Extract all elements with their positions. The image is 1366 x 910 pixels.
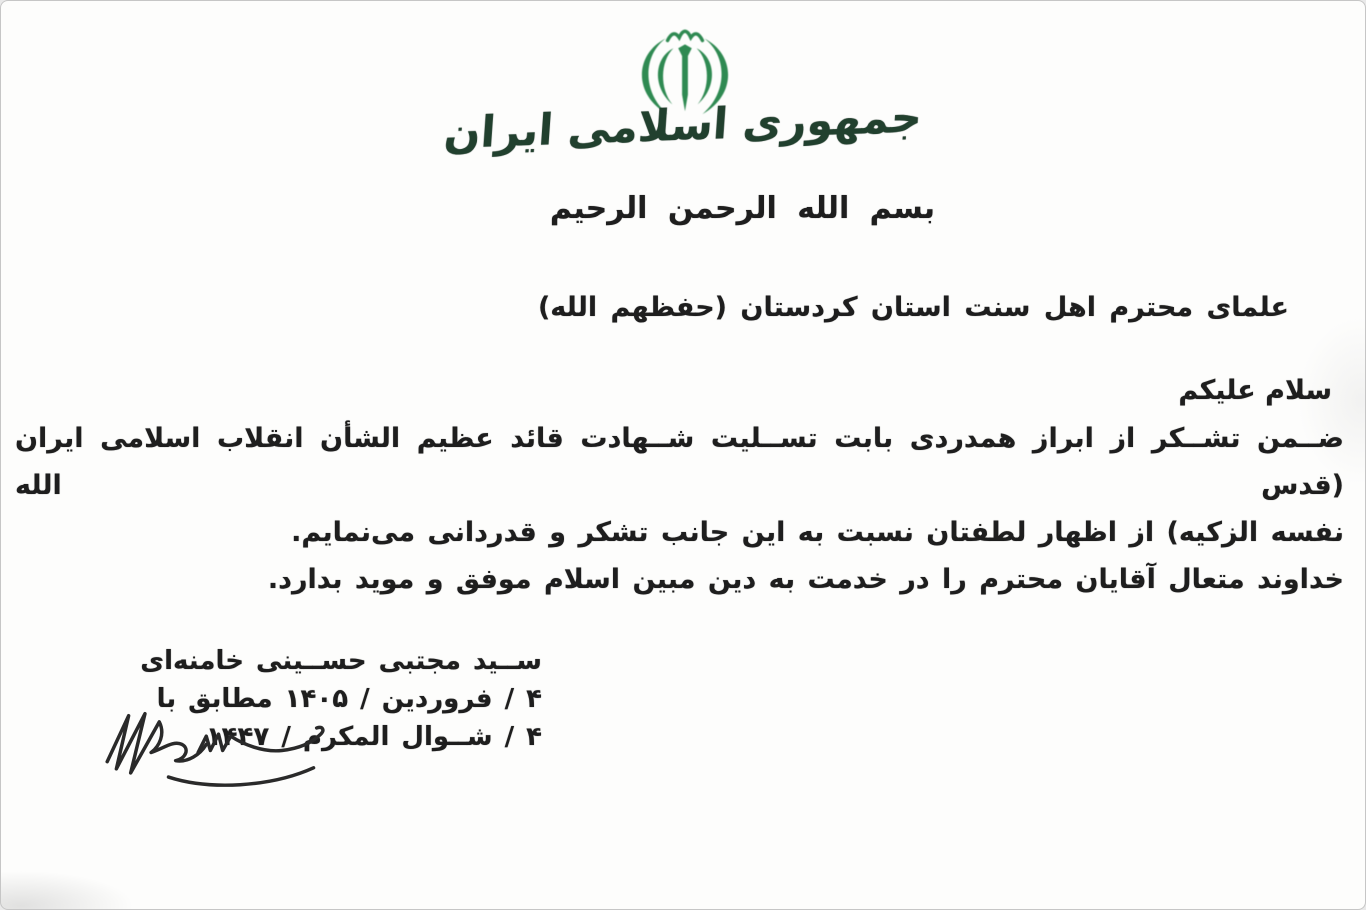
signatory-name: ســید مجتبی حســینی خامنه‌ای xyxy=(140,646,542,676)
body-line-3: خداوند متعال آقایان محترم را در خدمت به دین مبین اسلام موفق و موید بدارد. xyxy=(267,564,1344,595)
signature-date-solar: ۴ / فروردین / ۱۴۰۵ مطابق با xyxy=(156,684,542,714)
body-line-1: ضــمن تشــکر از ابراز همدردی بابت تســلیت شــهادت قائد عظیم الشأن انقلاب اسلامی ایران (قدس الله xyxy=(15,423,1344,501)
addressee-line: علمای محترم اهل سنت استان کردستان (حفظهم الله) xyxy=(537,292,1289,323)
salutation-line: سلام علیکم xyxy=(1178,375,1332,406)
handwritten-signature xyxy=(99,699,334,804)
body-line-2: نفسه الزکیه) از اظهار لطفتان نسبت به این جانب تشکر و قدردانی می‌نمایم. xyxy=(291,517,1344,548)
bismillah-text: بسم الله الرحمن الرحیم xyxy=(549,191,935,226)
letter-body xyxy=(15,415,1344,603)
republic-title-calligraphy: جمهوری اسلامی ایران xyxy=(442,92,924,160)
signature-date-lunar: ۴ / شــوال المکرم / ۱۴۴۷ xyxy=(205,722,542,752)
